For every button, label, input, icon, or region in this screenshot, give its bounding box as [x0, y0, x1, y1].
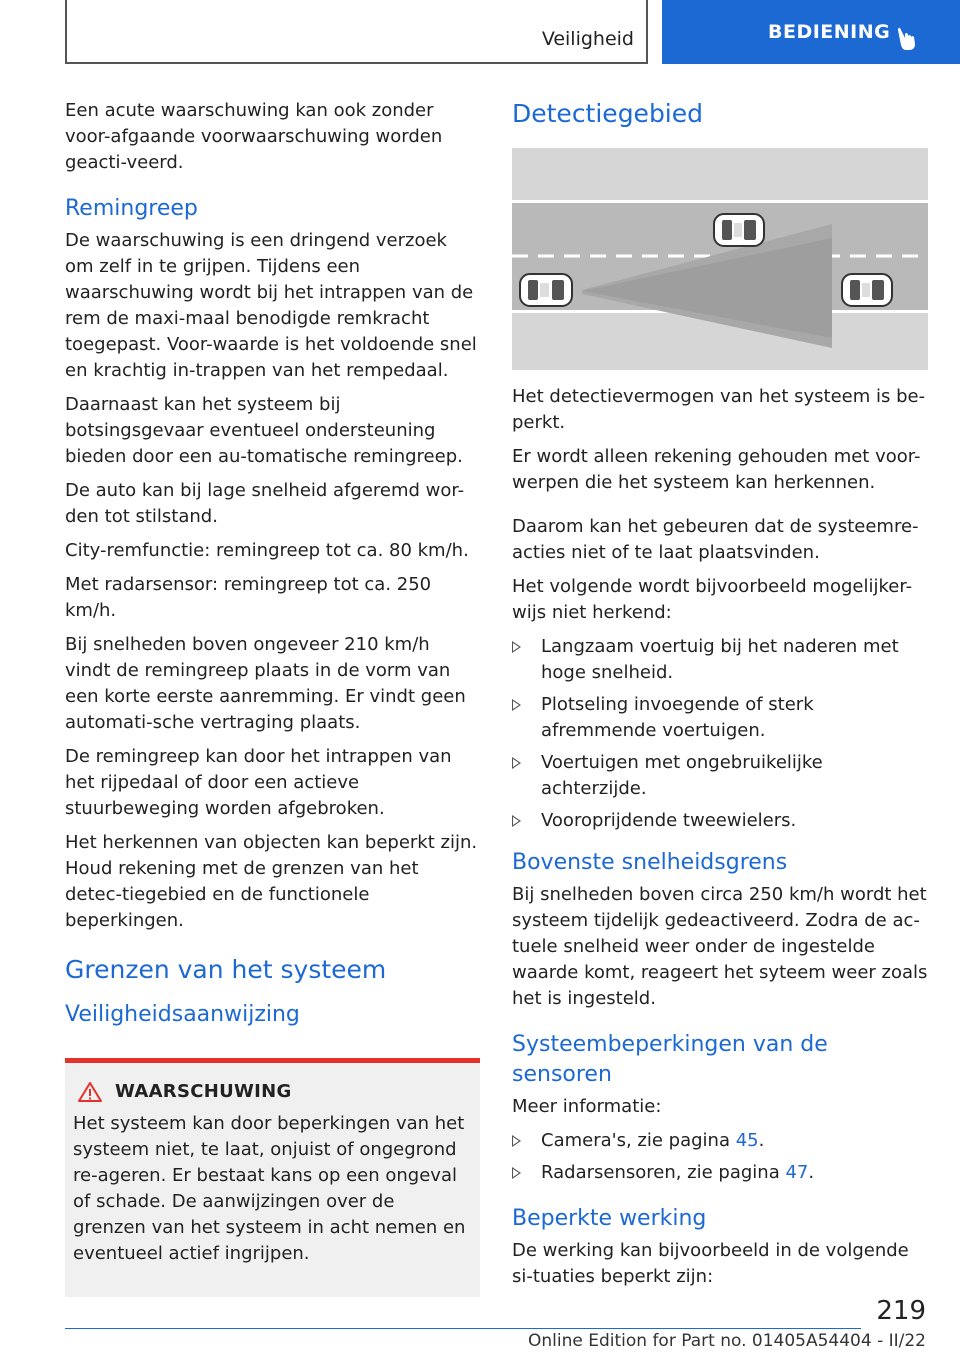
- bullet-triangle-icon: [512, 641, 521, 653]
- chapter-tab-label: BEDIENING: [768, 21, 891, 43]
- edition-label: Online Edition for Part no. 01405A54404 - II/22: [527, 1331, 926, 1351]
- heading-systeembeperkingen: Systeembeperkingen van de sensoren: [512, 1032, 828, 1087]
- paragraph: De auto kan bij lage snelheid afgeremd wor-den tot stilstand.: [65, 480, 465, 527]
- warning-header: [73, 1079, 472, 1105]
- paragraph: De remingreep kan door het intrappen van het rijpedaal of door een actieve stuurbeweging worden afgebroken.: [65, 746, 452, 819]
- heading-beperkte-werking: Beperkte werking: [512, 1206, 707, 1231]
- paragraph: Bij snelheden boven ongeveer 210 km/h vindt de remingreep plaats in de vorm van een korte eerste aanremming. Er vindt geen automati-sche vertraging plaats.: [65, 634, 466, 733]
- list-item: Voertuigen met ongebruikelijke achterzijde.: [512, 750, 928, 802]
- bullet-triangle-icon: [512, 699, 521, 711]
- paragraph: Daarom kan het gebeuren dat de systeemre-acties niet of te laat plaatsvinden.: [512, 516, 919, 563]
- paragraph: Het volgende wordt bijvoorbeeld mogelijker-wijs niet herkend:: [512, 576, 913, 623]
- pointing-hand-icon: [896, 26, 920, 52]
- paragraph: Daarnaast kan het systeem bij botsingsgevaar eventueel ondersteuning bieden door een au-tomatische remingreep.: [65, 394, 463, 467]
- list-item: Camera's, zie pagina 45.: [512, 1128, 928, 1154]
- left-column: [65, 98, 480, 1297]
- paragraph: Meer informatie:: [512, 1096, 662, 1117]
- warning-triangle-icon: [77, 1081, 103, 1103]
- bullet-triangle-icon: [512, 815, 521, 827]
- paragraph: Het detectievermogen van het systeem is be-perkt.: [512, 386, 926, 433]
- page-number: 219: [876, 1296, 926, 1326]
- right-column: [512, 98, 928, 1298]
- reference-list: [512, 1128, 928, 1186]
- heading-grenzen: Grenzen van het systeem: [65, 955, 387, 984]
- car-front-left-lane: [714, 214, 764, 246]
- warning-text: Het systeem kan door beperkingen van het systeem niet, te laat, onjuist of ongegrond re-ageren. Er bestaat kans op een ongeval of schade. De aanwijzingen over de grenzen van het systeem in acht nemen en eventueel actief ingrijpen.: [73, 1113, 466, 1264]
- heading-veiligheidsaanwijzing: Veiligheidsaanwijzing: [65, 1002, 300, 1027]
- unrecognized-list: [512, 634, 928, 834]
- bullet-triangle-icon: [512, 757, 521, 769]
- heading-bovenste-snelheidsgrens: Bovenste snelheidsgrens: [512, 850, 788, 875]
- paragraph: Met radarsensor: remingreep tot ca. 250 km/h.: [65, 574, 432, 621]
- paragraph: City-remfunctie: remingreep tot ca. 80 km/h.: [65, 540, 469, 561]
- paragraph: Een acute waarschuwing kan ook zonder voor-afgaande voorwaarschuwing worden geacti-veerd.: [65, 100, 443, 173]
- paragraph: Het herkennen van objecten kan beperkt zijn. Houd rekening met de grenzen van het detec-tiegebied en de functionele beperkingen.: [65, 832, 478, 931]
- page-link-47[interactable]: 47: [785, 1162, 809, 1183]
- detection-area-illustration: [512, 148, 928, 370]
- paragraph: De werking kan bijvoorbeeld in de volgende si-tuaties beperkt zijn:: [512, 1240, 909, 1287]
- list-item: Langzaam voertuig bij het naderen met hoge snelheid.: [512, 634, 928, 686]
- bullet-triangle-icon: [512, 1135, 521, 1147]
- paragraph: De waarschuwing is een dringend verzoek om zelf in te grijpen. Tijdens een waarschuwing wordt bij het intrappen van de rem de maxi-maal benodigde remkracht toegepast. Voor-waarde is het voldoende snel en krachtig in-trappen van het rempedaal.: [65, 230, 477, 381]
- section-title: Veiligheid: [541, 28, 634, 50]
- car-ahead: [842, 274, 892, 306]
- list-item: Vooroprijdende tweewielers.: [512, 808, 928, 834]
- heading-remingreep: Remingreep: [65, 196, 198, 221]
- warning-title: WAARSCHUWING: [115, 1081, 292, 1102]
- bullet-triangle-icon: [512, 1167, 521, 1179]
- warning-box: [65, 1058, 480, 1297]
- road-edge-line: [512, 200, 928, 203]
- paragraph: Bij snelheden boven circa 250 km/h wordt het systeem tijdelijk gedeactiveerd. Zodra de ac-tuele snelheid weer onder de ingestelde waarde komt, reageert het syteem weer zoals het is ingesteld.: [512, 884, 928, 1009]
- footer-divider: [65, 1328, 861, 1329]
- page-link-45[interactable]: 45: [735, 1130, 759, 1151]
- heading-detectiegebied: Detectiegebied: [512, 99, 704, 128]
- list-item: Radarsensoren, zie pagina 47.: [512, 1160, 928, 1186]
- paragraph: Er wordt alleen rekening gehouden met voor-werpen die het systeem kan herkennen.: [512, 446, 921, 493]
- car-ego: [520, 274, 572, 306]
- road-diagram: [512, 148, 928, 370]
- list-item: Plotseling invoegende of sterk afremmende voertuigen.: [512, 692, 928, 744]
